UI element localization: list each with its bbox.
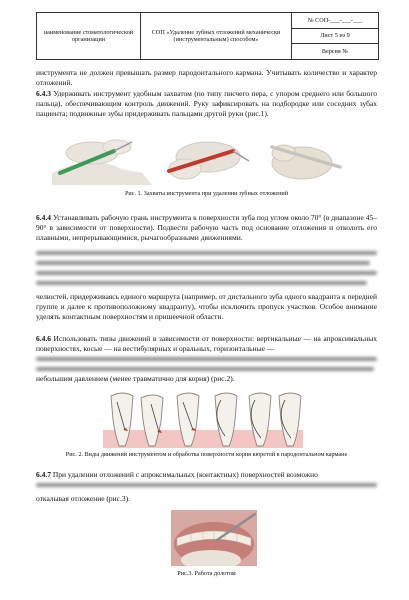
sop-number: № СОП-___-___-___ <box>292 13 378 29</box>
paragraph-chisel: откалывая отложение (рис.3). <box>36 494 131 503</box>
figure-3-caption: Рис.3. Работа долотом <box>177 570 236 577</box>
section-number: 6.4.7 <box>36 470 51 479</box>
section-number: 6.4.3 <box>36 89 51 98</box>
paragraph-text: При удалении отложений с апроксимальных (контактных) поверхностей возможно <box>51 470 318 479</box>
sop-title-cell: СОП «Удаление зубных отложений механически (инструментальным) способом» <box>141 13 292 59</box>
figure-1-grip-photo-3 <box>262 133 354 185</box>
paragraph-text: Устанавливать рабочую грань инструмента к поверхности зуба под углом около 70° (в диапазоне 45–90° в зависимости от поверхности). Подвести рабочую часть под основание отложения и отколоть его плавными, непрерывающимися, рычагообразными движениями. <box>36 213 377 242</box>
paragraph-top: инструмента не должен превышать размер пародонтального кармана. Учитывать количество и характер отложений. <box>36 68 377 87</box>
paragraph-route: челюстей, придерживаясь единого маршрута (например, от дистального зуба одного квадранта к передней группе и далее к противоположному квадранту), чтобы исключить пропуск участков. Особое внимание уделять контактным поверхностям и пришеечной области. <box>36 292 377 321</box>
blurred-text-block-1 <box>36 251 377 291</box>
paragraph-text: Удерживать инструмент удобным захватом (по типу писчего пера, с упором среднего или большого пальца), обеспечивающим контроль движений. Руку зафиксировать на подбородке или соседних зубах пациента; подвижные зубы придерживать пальцами другой руки (рис.1). <box>36 89 377 118</box>
section-number: 6.4.4 <box>36 213 51 222</box>
figure-2-caption: Рис. 2. Виды движений инструментом и обработка поверхности корня кюретой в пародонтальном кармане <box>65 451 348 458</box>
paragraph-6-4-7 <box>36 470 377 480</box>
paragraph-6-4-6 <box>36 334 377 354</box>
version-number: Версия № <box>321 47 349 55</box>
paragraph-text: Использовать типы движений в зависимости от поверхности: вертикальные — на апроксимальных поверхностях, косые — на вестибулярных и оральных, горизонтальные — <box>36 334 377 353</box>
org-cell: наименование стоматологической организации <box>37 13 141 59</box>
blurred-text-block-3 <box>36 483 377 493</box>
paragraph-6-4-4 <box>36 213 377 243</box>
hand-grip-illustration <box>52 133 152 185</box>
figure-2-teeth-illustration <box>103 390 303 448</box>
figure-1-grip-photo-1 <box>52 133 152 185</box>
hand-grip-illustration <box>262 133 354 185</box>
figure-3-chisel-photo <box>171 510 257 566</box>
section-number: 6.4.6 <box>36 334 51 343</box>
sheet-number: Лист 5 из 9 <box>292 29 378 45</box>
paragraph-6-4-3 <box>36 89 377 119</box>
hand-grip-illustration <box>163 133 253 185</box>
figure-1-grip-photo-2 <box>163 133 253 185</box>
paragraph-pressure: небольшим давлением (менее травматично для корня) (рис.2). <box>36 374 235 383</box>
figure-1-caption: Рис. 1. Захваты инструмента при удалении зубных отложений <box>124 190 289 197</box>
sop-meta-cell <box>292 13 378 59</box>
header-table <box>36 12 379 60</box>
chisel-work-photo <box>171 510 257 566</box>
teeth-curette-diagram <box>103 390 303 448</box>
